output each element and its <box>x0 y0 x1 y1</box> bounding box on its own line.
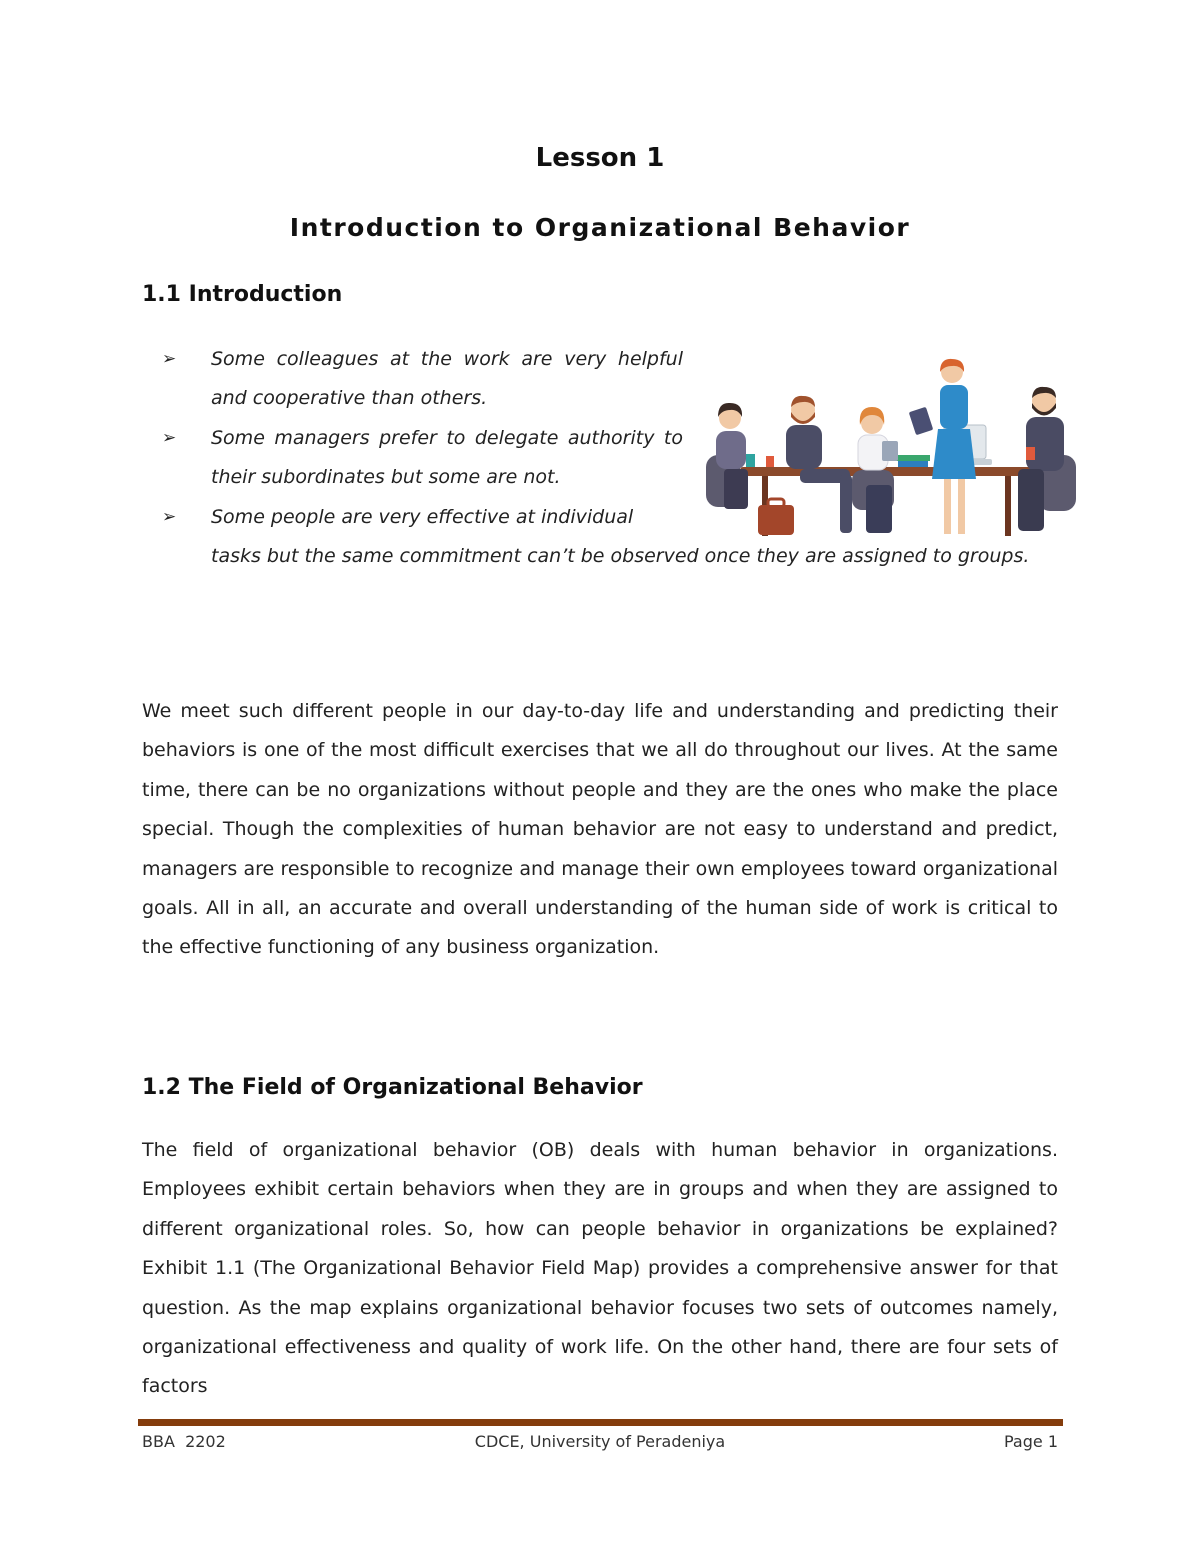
tablet <box>882 441 898 461</box>
book-stack <box>896 455 930 461</box>
bullet-text: Some colleagues at the work are very helpful and cooperative than others. <box>211 348 683 410</box>
person-legs <box>724 469 748 509</box>
person-body <box>1026 417 1064 471</box>
clipboard <box>909 407 934 435</box>
bullet-text: Some people are very effective at individual <box>211 505 634 528</box>
briefcase-handle <box>768 499 784 507</box>
footer-page-number: Page 1 <box>1004 1432 1058 1451</box>
footer-course-code: BBA 2202 <box>142 1432 226 1451</box>
arrow-bullet-icon: ➢ <box>162 427 177 448</box>
cup <box>746 454 755 467</box>
table-leg <box>1005 476 1011 536</box>
team-meeting-illustration <box>700 355 1082 545</box>
lesson-title: Lesson 1 <box>535 143 665 173</box>
person-body <box>716 431 746 469</box>
person-skirt <box>932 429 976 479</box>
document-title: Introduction to Organizational Behavior <box>289 213 911 242</box>
person-legs <box>944 479 951 534</box>
list-item <box>160 498 683 537</box>
briefcase <box>758 505 794 535</box>
person-body <box>786 425 822 469</box>
section-heading-field-of-ob: 1.2 The Field of Organizational Behavior <box>142 1075 643 1100</box>
list-item <box>160 340 683 419</box>
person-body <box>940 385 968 429</box>
section-heading-introduction: 1.1 Introduction <box>142 282 343 307</box>
person-legs <box>1018 469 1044 531</box>
list-item <box>160 419 683 498</box>
person-legs <box>958 479 965 534</box>
cup <box>1026 447 1035 460</box>
book-stack <box>898 461 928 467</box>
field-paragraph: The field of organizational behavior (OB) deals with human behavior in organizations. Employees exhibit certain behaviors when they are in groups and when they are assigned to different organizational roles. So, how can people behavior in organizations be explained? Exhibit 1.1 (The Organizational Behavior Field Map) provides a comprehensive answer for that question. As the map explains organizational behavior focuses two sets of outcomes namely, organizational effectiveness and quality of work life. On the other hand, there are four sets of factors <box>142 1139 1058 1398</box>
person-legs <box>866 485 892 533</box>
cup <box>766 456 774 467</box>
arrow-bullet-icon: ➢ <box>162 506 177 527</box>
person-legs <box>840 475 852 533</box>
footer-institution: CDCE, University of Peradeniya <box>474 1432 726 1451</box>
footer-divider <box>138 1419 1063 1426</box>
arrow-bullet-icon: ➢ <box>162 349 177 369</box>
intro-paragraph: We meet such different people in our day-to-day life and understanding and predicting their behaviors is one of the most difficult exercises that we all do throughout our lives. At the same time, there can be no organizations without people and they are the ones who make the place special. Though the complexities of human behavior are not easy to understand and predict, managers are responsible to recognize and manage their own employees toward organizational goals. All in all, an accurate and overall understanding of the human side of work is critical to the effective functioning of any business organization. <box>142 700 1058 959</box>
bullet-text: Some managers prefer to delegate authority to their subordinates but some are not. <box>211 426 683 489</box>
bullet-text: tasks but the same commitment can’t be observed once they are assigned to groups. <box>211 545 1030 568</box>
